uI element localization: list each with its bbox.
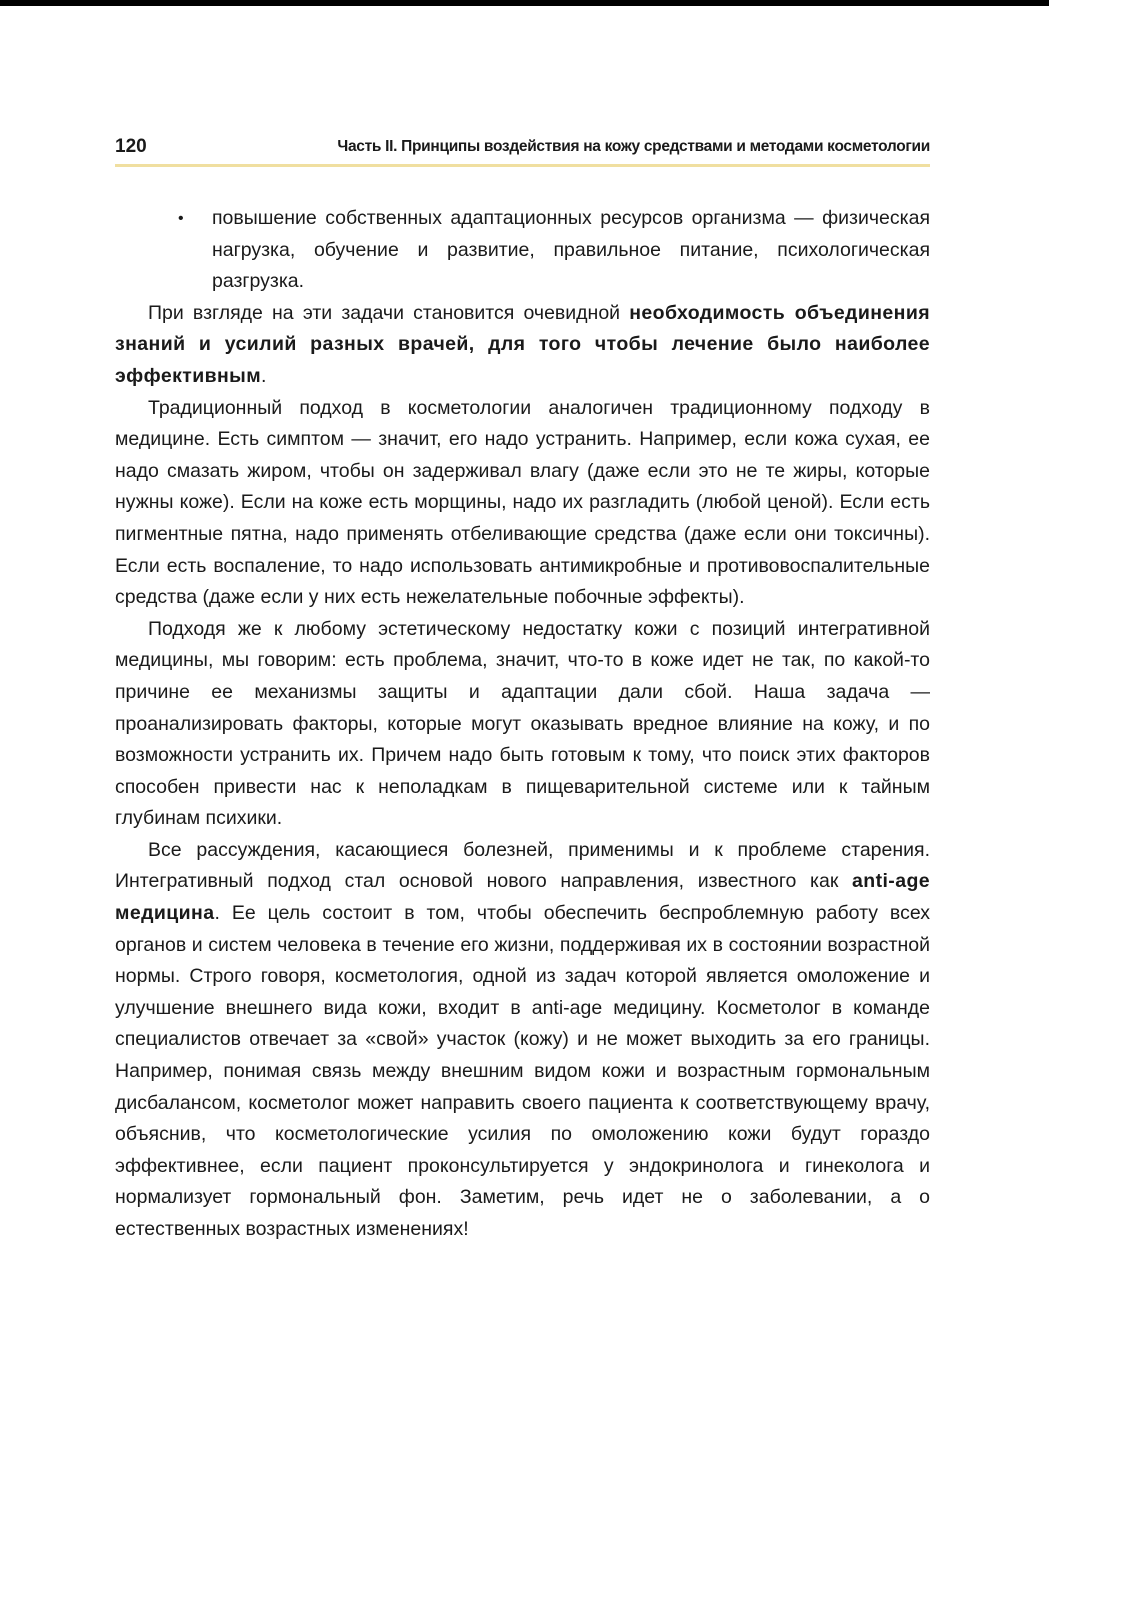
top-border-bar <box>0 0 1049 6</box>
bullet-icon: • <box>178 210 184 227</box>
bullet-list-item <box>178 203 930 298</box>
paragraph-4-lead: Все рассуждения, касающиеся болезней, применимы и к проблеме старения. Интегративный подход стал основой нового направления, известного как <box>115 838 930 893</box>
paragraph-1-tail: . <box>261 364 267 387</box>
page-number: 120 <box>115 136 147 157</box>
paragraph-4-tail: . Ее цель состоит в том, чтобы обеспечить беспроблемную работу всех органов и систем человека в течение его жизни, поддерживая их в состоянии возрастной нормы. Строго говоря, косметология, одной из задач которой является омоложение и улучшение внешнего вида кожи, входит в anti-age медицину. Косметолог в команде специалистов отвечает за «свой» участок (кожу) и не может выходить за его границы. Например, понимая связь между внешним видом кожи и возрастным гормональным дисбалансом, косметолог может направить своего пациента к соответствующему врачу, объяснив, что косметологические усилия по омоложению кожи будут гораздо эффективнее, если пациент проконсультируется у эндокринолога и гинеколога и нормализует гормональный фон. Заметим, речь идет не о заболевании, а о естественных возрастных изменениях! <box>115 902 930 1240</box>
bullet-text: повышение собственных адаптационных ресурсов организма — физическая нагрузка, обучение и развитие, правильное питание, психологическая разгрузка. <box>212 207 930 293</box>
paragraph-2: Традиционный подход в косметологии аналогичен традиционному подходу в медицине. Есть симптом — значит, его надо устранить. Например, если кожа сухая, ее надо смазать жиром, чтобы он задерживал влагу (даже если это не те жиры, которые нужны коже). Если на коже есть морщины, надо их разгладить (любой ценой). Если есть пигментные пятна, надо применять отбеливающие средства (даже если они токсичны). Если есть воспаление, то надо использовать антимикробные и противовоспалительные средства (даже если у них есть нежелательные побочные эффекты). <box>115 396 930 609</box>
paragraph-4-emphasis: anti-age медицина <box>115 870 930 925</box>
paragraph-1-lead: При взгляде на эти задачи становится очевидной <box>148 301 630 324</box>
paragraph-1 <box>115 298 930 393</box>
body-text <box>115 203 930 1246</box>
running-title: Часть II. Принципы воздействия на кожу средствами и методами косметологии <box>337 138 930 155</box>
paragraph-4 <box>115 835 930 1246</box>
paragraph-1-emphasis: необходимость объединения знаний и усилий разных врачей, для того чтобы лечение было наиболее эффективным <box>115 301 930 387</box>
paragraph-3: Подходя же к любому эстетическому недостатку кожи с позиций интегративной медицины, мы говорим: есть проблема, значит, что-то в коже идет не так, по какой-то причине ее механизмы защиты и адаптации дали сбой. Наша задача — проанализировать факторы, которые могут оказывать вредное влияние на кожу, и по возможности устранить их. Причем надо быть готовым к тому, что поиск этих факторов способен привести нас к неполадкам в пищеварительной системе или к тайным глубинам психики. <box>115 617 930 830</box>
running-header <box>115 130 930 167</box>
